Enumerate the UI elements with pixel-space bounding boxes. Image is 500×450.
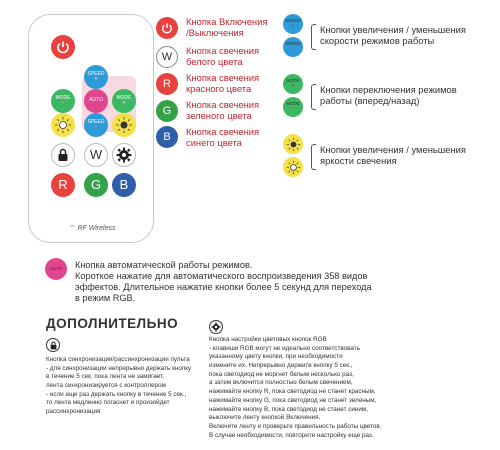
wifi-icon: ⌔ [69, 225, 76, 232]
brace [311, 144, 316, 170]
green-button[interactable]: G [84, 173, 108, 197]
legend-b-text: Кнопка свечения синего цвета [186, 126, 260, 149]
legend-w-text: Кнопка свечения белого цвета [186, 45, 260, 68]
settings-button[interactable] [112, 143, 136, 167]
speed-plus-icon: SPEED + [283, 14, 303, 34]
legend-g-circle: G [156, 100, 178, 122]
speed-down-button[interactable]: SPEED - [84, 113, 108, 137]
brightness-up-icon [283, 134, 303, 154]
gear-icon [116, 147, 132, 163]
brace [311, 84, 316, 110]
sync-button[interactable] [51, 143, 75, 167]
speed-minus-icon: SPEED - [283, 37, 303, 57]
blue-button[interactable]: B [112, 173, 136, 197]
brightness-group-text: Кнопки увеличения / уменьшения яркости свечения [320, 144, 466, 167]
lock-icon [56, 148, 70, 162]
legend-power-icon [156, 17, 178, 39]
settings-gear-icon [209, 320, 223, 334]
auto-button[interactable]: AUTO [84, 89, 108, 113]
sun-icon [54, 116, 72, 134]
rf-label-text: RF Wireless [77, 225, 116, 232]
brightness-down-icon [283, 157, 303, 177]
brace [311, 24, 316, 50]
mode-plus-icon: MODE + [283, 74, 303, 94]
sun-icon [115, 116, 133, 134]
auto-line-1: Кнопка автоматической работы режимов. [75, 260, 253, 270]
auto-icon: AUTO [45, 258, 67, 280]
legend-r-text: Кнопка свечения красного цвета [186, 72, 260, 95]
auto-line-2: Короткое нажатие для автоматического воспроизведения 358 видов [75, 271, 368, 281]
brightness-down-button[interactable] [51, 113, 75, 137]
mode-group-text: Кнопки переключения режимов работы (вперед/назад) [320, 84, 457, 107]
power-button[interactable] [51, 35, 75, 59]
legend-r-circle: R [156, 73, 178, 95]
legend-b-circle: B [156, 126, 178, 148]
power-icon [56, 40, 70, 54]
settings-description: Кнопка настройки цветовых кнопок RGB - клавиши RGB могут не идеально соответствовать указанному цвету кнопки, при необходимости измените их. Непрерывно держите кнопку 5 сек., пока светодиод не моргнет белым несколько раз, а затем включится полностью белым свечением, нажимайте кнопку R, пока светодиод не станет красным, нажимайте кнопку G, пока светодиод не станет зеленым, нажимайте кнопку B, пока светодиод не станет синим, выключите ленту кнопкой Включения. Включите ленту и проверьте правильность работы цветов. В случае необходимости, повторите настройку еще раз. [209, 336, 382, 439]
auto-line-3: эффектов. Длительное нажатие кнопки более 5 секунд для перехода [75, 282, 372, 292]
mode-minus-button[interactable]: MODE - [51, 89, 75, 113]
red-button[interactable]: R [51, 173, 75, 197]
speed-group-text: Кнопки увеличения / уменьшения скорости режимов работы [320, 24, 466, 47]
rf-wireless-label [69, 224, 115, 233]
remote-control [28, 14, 154, 243]
white-button[interactable]: W [84, 143, 108, 167]
sync-lock-icon [46, 338, 60, 352]
additional-heading: ДОПОЛНИТЕЛЬНО [46, 316, 179, 331]
legend-w-circle: W [156, 46, 178, 68]
mode-minus-icon: MODE - [283, 97, 303, 117]
brightness-up-button[interactable] [112, 113, 136, 137]
auto-line-4: в режим RGB. [75, 293, 136, 303]
legend-g-text: Кнопка свечения зеленого цвета [186, 99, 260, 122]
sync-description: Кнопка синхронизации/рассинхронизации пульта - для синхронизации непрерывно держать кнопку в течение 5 сек. пока лента не замигает, лента синхронизируется с контроллером - если еще раз держать кнопку в течение 5 сек., то лента медленно погаснет и произойдет рассинхронизация [46, 356, 192, 416]
legend-power-text: Кнопка Включения /Выключения [186, 16, 268, 39]
speed-up-button[interactable]: SPEED + [84, 65, 108, 89]
mode-plus-button[interactable]: MODE + [112, 89, 136, 113]
